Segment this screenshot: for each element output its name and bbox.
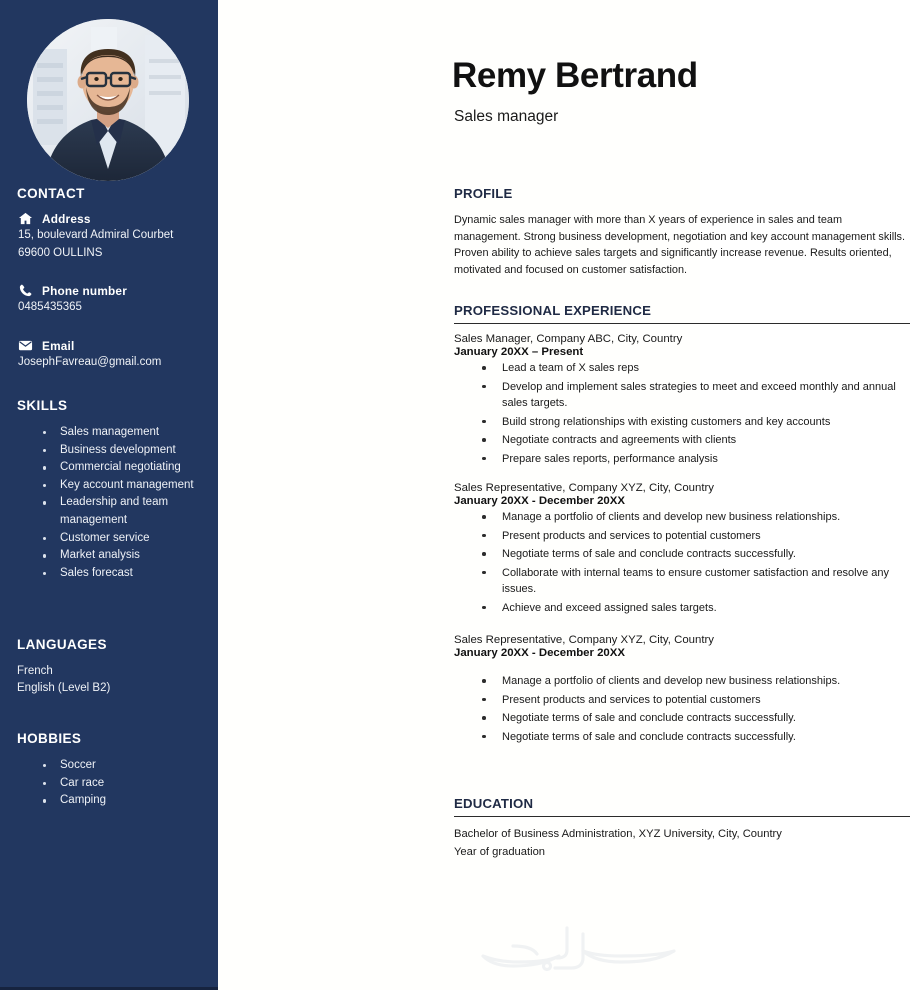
- section-divider: [454, 816, 910, 817]
- home-icon: [18, 211, 33, 226]
- list-item: Sales management: [43, 424, 218, 442]
- experience-bullets: [482, 360, 910, 467]
- list-item: Market analysis: [43, 547, 218, 565]
- experience-bullets: [482, 509, 910, 616]
- experience-dates: January 20XX - December 20XX: [454, 495, 625, 508]
- experience-entry-3: [454, 634, 910, 745]
- experience-title: Sales Manager, Company ABC, City, Country: [454, 333, 683, 346]
- education-entry: [454, 826, 910, 861]
- experience-heading: PROFESSIONAL EXPERIENCE: [454, 303, 652, 318]
- contact-heading: CONTACT: [17, 186, 85, 201]
- section-divider: [454, 323, 910, 324]
- address-line-2: 69600 OULLINS: [18, 246, 103, 259]
- list-item: Customer service: [43, 530, 218, 548]
- list-item: Negotiate terms of sale and conclude contracts successfully.: [482, 710, 910, 727]
- portrait-photo: [27, 19, 189, 181]
- page-title: Remy Bertrand: [452, 56, 698, 95]
- experience-title: Sales Representative, Company XYZ, City, Country: [454, 634, 714, 647]
- education-year: Year of graduation: [454, 845, 546, 858]
- hobbies-list: [43, 757, 218, 810]
- list-item: Key account management: [43, 477, 218, 495]
- list-item: Collaborate with internal teams to ensure customer satisfaction and resolve any issues.: [482, 565, 910, 598]
- experience-bullets: [482, 673, 910, 745]
- experience-title: Sales Representative, Company XYZ, City, Country: [454, 482, 714, 495]
- list-item: English (Level B2): [17, 682, 111, 695]
- main-content: [218, 0, 906, 990]
- avatar-ring: [27, 19, 189, 181]
- list-item: Manage a portfolio of clients and develop new business relationships.: [482, 673, 910, 690]
- list-item: Manage a portfolio of clients and develop new business relationships.: [482, 509, 910, 526]
- list-item: Develop and implement sales strategies to meet and exceed monthly and annual sales targets.: [482, 379, 910, 412]
- hobbies-heading: HOBBIES: [17, 731, 82, 746]
- list-item: Sales forecast: [43, 565, 218, 583]
- list-item: Negotiate contracts and agreements with clients: [482, 432, 910, 449]
- list-item: Build strong relationships with existing customers and key accounts: [482, 414, 910, 431]
- skills-heading: SKILLS: [17, 398, 68, 413]
- list-item: Present products and services to potential customers: [482, 692, 910, 709]
- experience-section: [454, 303, 910, 745]
- experience-entry-1: [454, 333, 910, 467]
- profile-section: [454, 186, 910, 278]
- avatar: [27, 19, 189, 181]
- sidebar: [0, 0, 218, 990]
- address-line-1: 15, boulevard Admiral Courbet: [18, 229, 174, 241]
- list-item: Commercial negotiating: [43, 459, 218, 477]
- contact-label-address: Address: [42, 211, 91, 226]
- languages-heading: LANGUAGES: [17, 637, 107, 652]
- list-item: Camping: [43, 792, 218, 810]
- email-value: JosephFavreau@gmail.com: [18, 356, 162, 369]
- experience-entry-2: [454, 482, 910, 616]
- experience-dates: January 20XX - December 20XX: [454, 647, 625, 660]
- list-item: Prepare sales reports, performance analysis: [482, 451, 910, 468]
- experience-dates: January 20XX – Present: [454, 346, 584, 359]
- contact-item-phone: [18, 283, 218, 298]
- contact-label-email: Email: [42, 338, 75, 353]
- education-heading: EDUCATION: [454, 796, 534, 811]
- list-item: Negotiate terms of sale and conclude contracts successfully.: [482, 729, 910, 746]
- education-section: [454, 796, 910, 861]
- list-item: Car race: [43, 775, 218, 793]
- phone-icon: [18, 283, 33, 298]
- contact-item-email: [18, 338, 218, 353]
- education-degree: Bachelor of Business Administration, XYZ University, City, Country: [454, 828, 782, 841]
- list-item: Present products and services to potential customers: [482, 528, 910, 545]
- haraj-watermark: [471, 906, 686, 978]
- skills-section: [0, 398, 218, 582]
- contact-label-phone: Phone number: [42, 283, 127, 298]
- contact-item-address: [18, 211, 218, 226]
- job-title-subtitle: Sales manager: [454, 108, 559, 125]
- mail-icon: [18, 338, 33, 353]
- languages-list: [0, 663, 218, 698]
- phone-value: 0485435365: [18, 301, 82, 314]
- list-item: Business development: [43, 442, 218, 460]
- profile-heading: PROFILE: [454, 186, 513, 201]
- list-item: Achieve and exceed assigned sales targets.: [482, 600, 910, 617]
- list-item: Lead a team of X sales reps: [482, 360, 910, 377]
- list-item: French: [17, 665, 53, 677]
- languages-section: [0, 637, 218, 698]
- profile-text: Dynamic sales manager with more than X years of experience in sales and team management. Strong business development, negotiation and key account management skills. Proven ability to achieve sales targets and significantly increase revenue. Results oriented, motivated and focused on customer satisfaction.: [454, 214, 906, 276]
- list-item: Leadership and team management: [43, 494, 218, 529]
- list-item: Soccer: [43, 757, 218, 775]
- contact-section: [0, 186, 218, 371]
- skills-list: [43, 424, 218, 582]
- hobbies-section: [0, 731, 218, 810]
- list-item: Negotiate terms of sale and conclude contracts successfully.: [482, 546, 910, 563]
